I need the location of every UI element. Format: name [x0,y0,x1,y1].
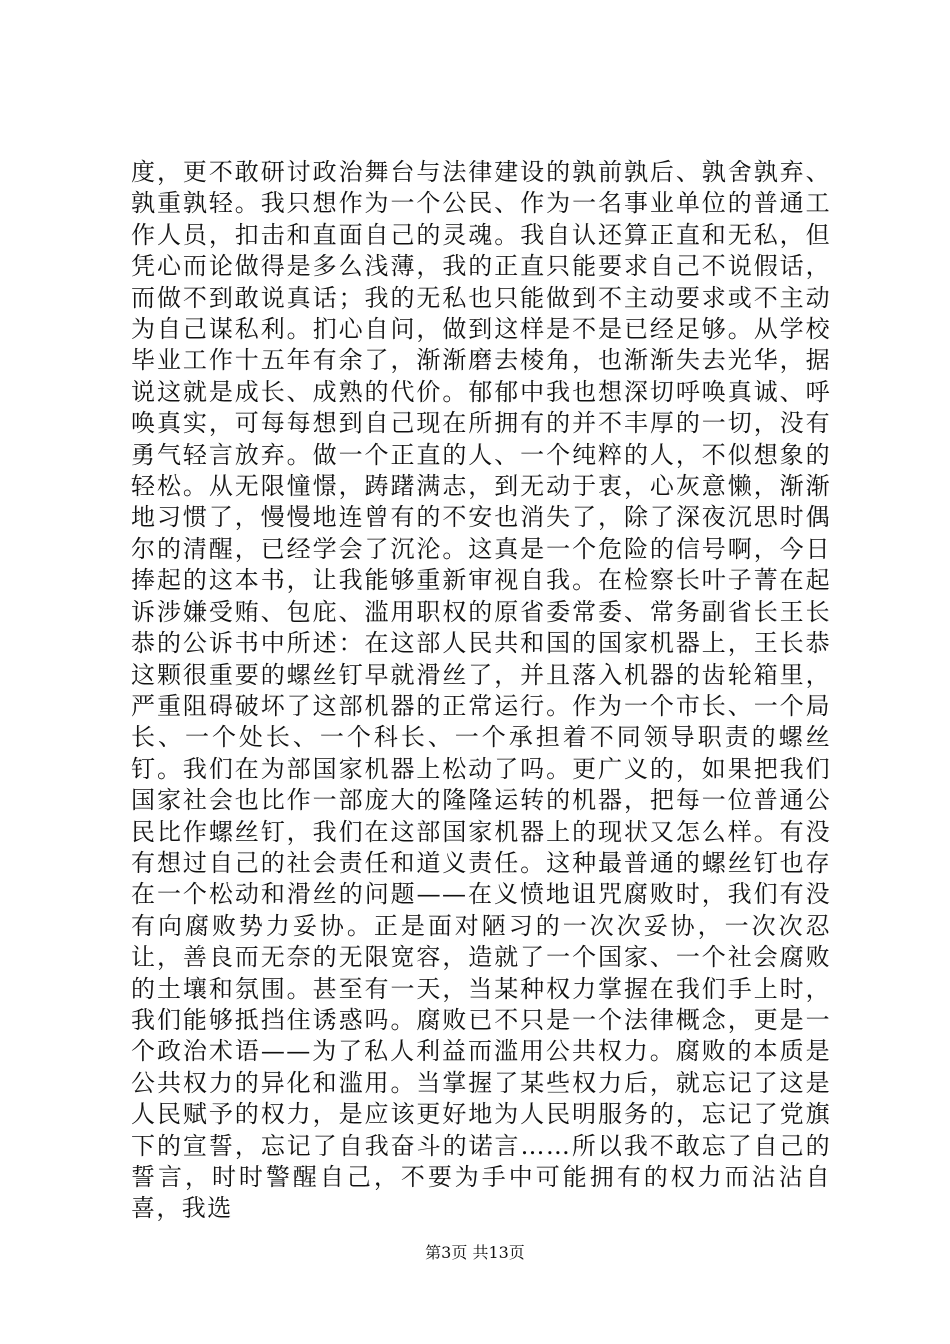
page-number-footer: 第3页 共13页 [425,1243,525,1262]
body-paragraph: 度，更不敢研讨政治舞台与法律建设的孰前孰后、孰舍孰弃、孰重孰轻。我只想作为一个公民、作为一名事业单位的普通工作人员，扣击和直面自己的灵魂。我自认还算正直和无私，但凭心而论做得是多么浅薄，我的正直只能要求自己不说假话，而做不到敢说真话；我的无私也只能做到不主动要求或不主动为自己谋私利。扪心自问，做到这样是不是已经足够。从学校毕业工作十五年有余了，渐渐磨去棱角，也渐渐失去光华，据说这就是成长、成熟的代价。郁郁中我也想深切呼唤真诚、呼唤真实，可每每想到自己现在所拥有的并不丰厚的一切，没有勇气轻言放弃。做一个正直的人、一个纯粹的人，不似想象的轻松。从无限憧憬，踌躇满志，到无动于衷，心灰意懒，渐渐地习惯了，慢慢地连曾有的不安也消失了，除了深夜沉思时偶尔的清醒，已经学会了沉沦。这真是一个危险的信号啊，今日捧起的这本书，让我能够重新审视自我。在检察长叶子菁在起诉涉嫌受贿、包庇、滥用职权的原省委常委、常务副省长王长恭的公诉书中所述：在这部人民共和国的国家机器上，王长恭这颗很重要的螺丝钉早就滑丝了，并且落入机器的齿轮箱里，严重阻碍破坏了这部机器的正常运行。作为一个市长、一个局长、一个处长、一个科长、一个承担着不同领导职责的螺丝钉。我们在为部国家机器上松动了吗。更广义的，如果把我们国家社会也比作一部庞大的隆隆运转的机器，把每一位普通公民比作螺丝钉，我们在这部国家机器上的现状又怎么样。有没有想过自己的社会责任和道义责任。这种最普通的螺丝钉也存在一个松动和滑丝的问题——在义愤地诅咒腐败时，我们有没有向腐败势力妥协。正是面对陋习的一次次妥协，一次次忍让，善良而无奈的无限宽容，造就了一个国家、一个社会腐败的土壤和氛围。甚至有一天，当某种权力掌握在我们手上时，我们能够抵挡住诱惑吗。腐败已不只是一个法律概念，更是一个政治术语——为了私人利益而滥用公共权力。腐败的本质是公共权力的异化和滥用。当掌握了某些权力后，就忘记了这是人民赋予的权力，是应该更好地为人民明服务的，忘记了党旗下的宣誓，忘记了自我奋斗的诺言……所以我不敢忘了自己的誓言，时时警醒自己，不要为手中可能拥有的权力而沾沾自喜，我选 [131,158,831,1223]
